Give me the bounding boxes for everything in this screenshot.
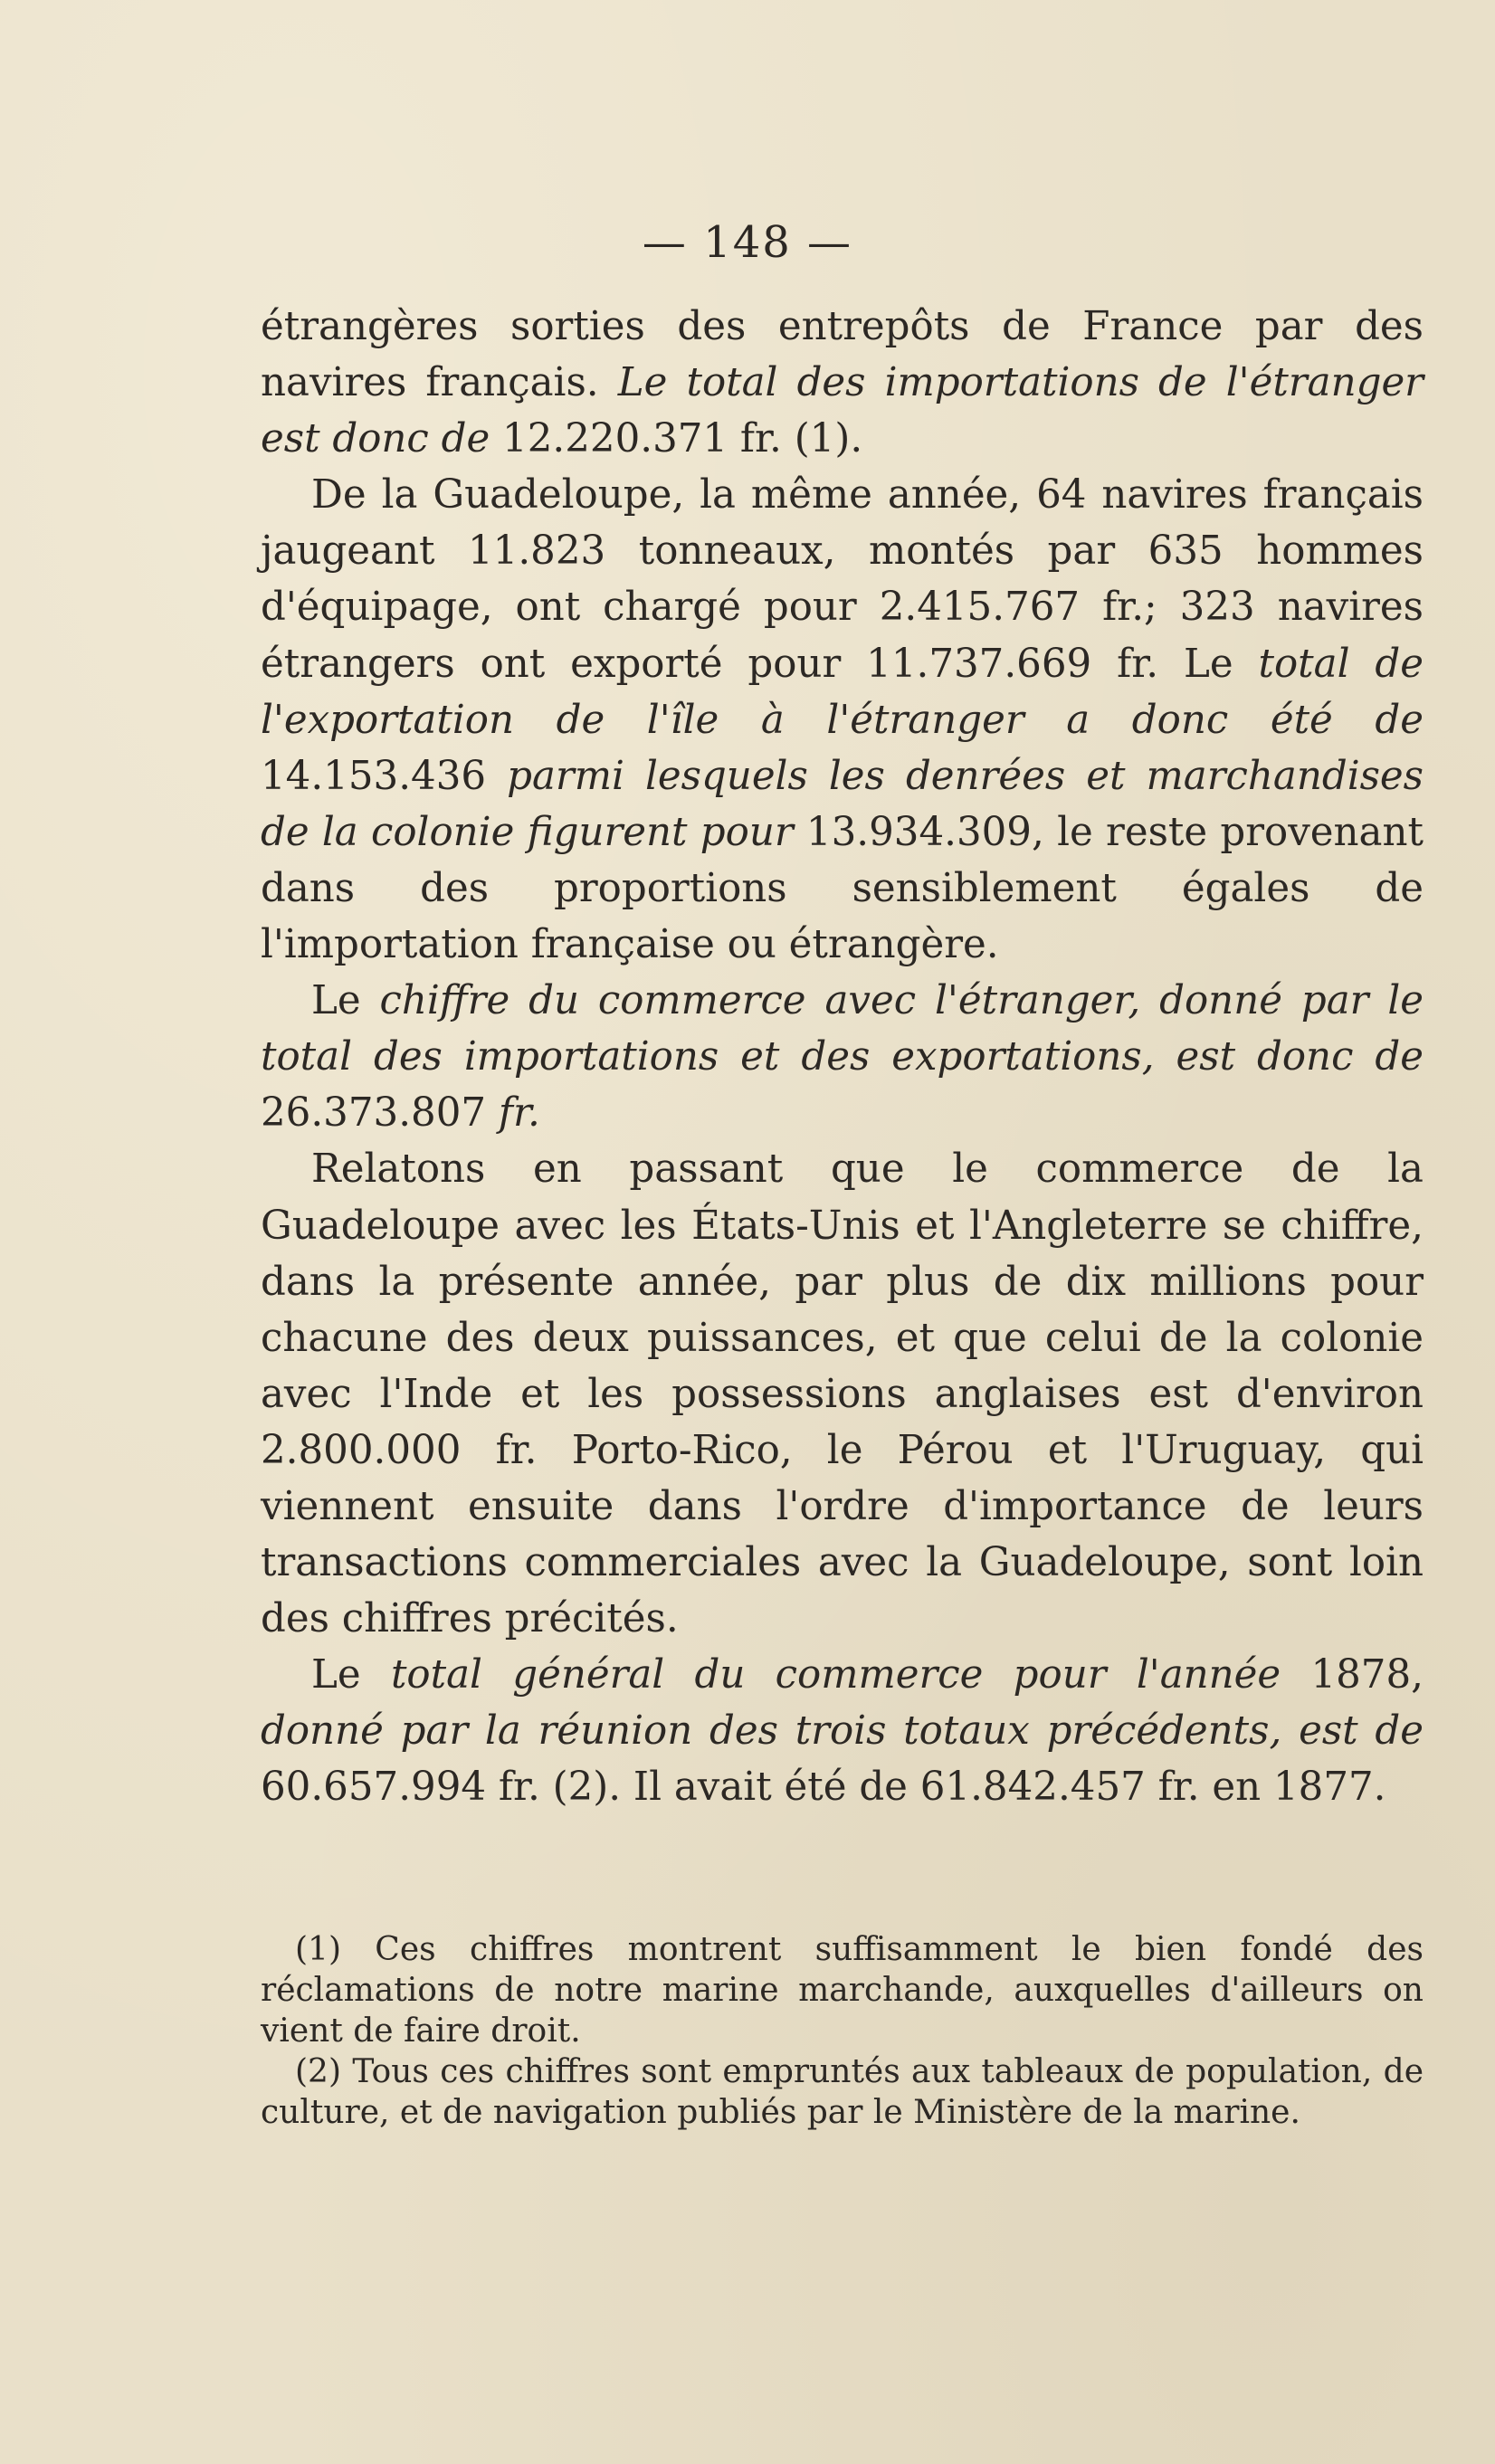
footnote-2: (2) Tous ces chiffres sont empruntés aux tableaux de population, de culture, et de navigation publiés par le Ministère de la marine.	[261, 2053, 1424, 2131]
p5-text-e: 60.657.994 fr. (2). Il avait été de 61.842.457 fr. en 1877.	[261, 1765, 1386, 1811]
p3-italic-d: fr.	[498, 1090, 540, 1137]
p4-text-a: Relatons en passant que le commerce de la Guadeloupe avec les États-Unis et l'Angleterre se chiffre, dans la présente année, par plus de dix millions pour chacune des deux puissances, et que celui de la colonie avec l'Inde et les possessions anglaises est d'environ 2.800.000 fr. Porto-Rico, le Pérou et l'Uruguay, qui viennent ensuite dans l'ordre d'importance de leurs transactions commerciales avec la Guadeloupe, sont loin des chiffres précités.	[261, 1146, 1424, 1642]
p1-text-c: 12.220.371 fr. (1).	[490, 416, 863, 462]
p5-text-c: 1878,	[1281, 1652, 1424, 1698]
p3-text-a: Le	[311, 978, 380, 1024]
p5-text-a: Le	[311, 1652, 391, 1698]
p2-italic-d: parmi lesquels les denrées et marchandises de la colonie figurent pour	[261, 753, 1424, 855]
footnotes	[261, 1929, 1424, 2133]
p3-text-c: 26.373.807	[261, 1090, 499, 1137]
paragraph-3	[261, 973, 1424, 1141]
p2-italic-b: total de l'exportation de l'île à l'étranger a donc été de	[261, 641, 1424, 743]
body-text	[261, 299, 1424, 1816]
paragraph-1	[261, 299, 1424, 467]
p1-italic-b: Le total des importations de l'étranger est donc de	[261, 360, 1424, 462]
p5-italic-b: total général du commerce pour l'année	[390, 1652, 1281, 1698]
p2-text-c: 14.153.436	[261, 753, 508, 799]
paragraph-2	[261, 467, 1424, 973]
p2-text-e: 13.934.309, le reste provenant dans des proportions sensiblement égales de l'importation française ou étrangère.	[261, 809, 1424, 968]
footnote-1: (1) Ces chiffres montrent suffisamment le bien fondé des réclamations de notre marine marchande, auxquelles d'ailleurs on vient de faire droit.	[261, 1931, 1424, 2050]
paragraph-5	[261, 1647, 1424, 1815]
p5-italic-d: donné par la réunion des trois totaux précédents, est de	[261, 1708, 1424, 1755]
p2-text-a: De la Guadeloupe, la même année, 64 navires français jaugeant 11.823 tonneaux, montés par 635 hommes d'équipage, ont chargé pour 2.415.767 fr.; 323 navires étrangers ont exporté pour 11.737.669 fr. Le	[261, 472, 1424, 687]
paragraph-4	[261, 1141, 1424, 1647]
p3-italic-b: chiffre du commerce avec l'étranger, donné par le total des importations et des exportations, est donc de	[261, 978, 1424, 1080]
p1-text-a: étrangères sorties des entrepôts de France par des navires français.	[261, 304, 1424, 406]
page-number: — 148 —	[642, 217, 853, 268]
